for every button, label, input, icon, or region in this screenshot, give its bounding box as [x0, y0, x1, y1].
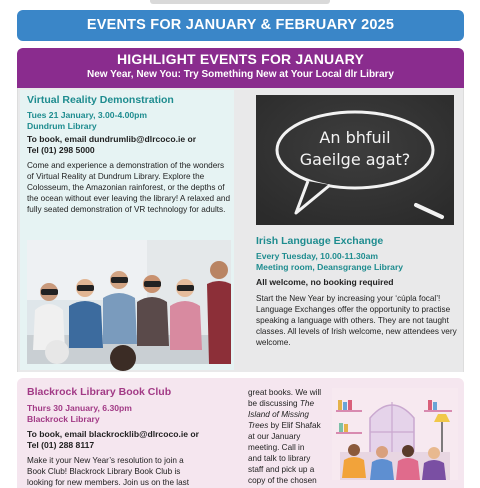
bookclub-booking-email: To book, email blackrocklib@dlrcoco.ie or — [27, 429, 200, 439]
irish-event-schedule: Every Tuesday, 10.00-11.30am — [256, 251, 378, 261]
irish-event-title: Irish Language Exchange — [256, 235, 384, 247]
vr-event-date: Tues 21 January, 3.00-4.00pm — [27, 110, 148, 120]
bookclub-col2-line: copy of the chosen — [248, 476, 317, 485]
chalkboard-image — [256, 95, 454, 225]
vr-event-title: Virtual Reality Demonstration — [27, 94, 174, 106]
bookclub-location: Blackrock Library — [27, 414, 100, 424]
highlight-title: HIGHLIGHT EVENTS FOR JANUARY — [117, 51, 364, 67]
bookclub-col2-line: at our January — [248, 432, 301, 441]
vr-event-location: Dundrum Library — [27, 121, 97, 131]
book-title-part: Island of Missing — [248, 410, 309, 419]
bookclub-col2-text: be discussing — [248, 399, 298, 408]
bookclub-meta — [27, 403, 132, 425]
bookclub-col2-line: meeting. Call in — [248, 443, 305, 452]
events-banner: EVENTS FOR JANUARY & FEBRUARY 2025 — [17, 10, 464, 41]
bookclub-col2-line — [248, 398, 328, 409]
bubble-text-line2: Gaeilge agat? — [299, 150, 411, 169]
bookclub-date: Thurs 30 January, 6.30pm — [27, 403, 132, 413]
bookclub-col2-line — [248, 420, 328, 431]
bookclub-description — [27, 455, 232, 488]
vr-booking-email: To book, email dundrumlib@dlrcoco.ie or — [27, 134, 197, 144]
vr-booking-phone: Tel (01) 298 5000 — [27, 145, 95, 155]
bookclub-col2-line: great books. We will — [248, 388, 322, 397]
vr-event-meta — [27, 110, 147, 132]
bookclub-booking-phone: Tel (01) 288 8117 — [27, 440, 95, 450]
bookclub-title: Blackrock Library Book Club — [27, 386, 172, 398]
library-scene-illustration — [332, 388, 458, 480]
top-divider — [150, 0, 330, 4]
book-title-part: The — [299, 399, 314, 408]
bookclub-desc-line: looking for new members. Join us on the last — [27, 478, 190, 487]
highlight-header — [17, 48, 464, 88]
highlight-subtitle: New Year, New You: Try Something New at Your Local dlr Library — [87, 69, 394, 80]
irish-welcome-note: All welcome, no booking required — [256, 277, 394, 287]
bookclub-illustration — [332, 388, 458, 480]
bookclub-col2-author: by Elif Shafak — [268, 421, 321, 430]
book-title-part: Trees — [248, 421, 269, 430]
irish-event-location: Meeting room, Deansgrange Library — [256, 262, 404, 272]
bookclub-desc-line: Book Club! Blackrock Library Book Club is — [27, 467, 181, 476]
bookclub-description-col2 — [248, 387, 328, 486]
vr-booking-info — [27, 134, 232, 156]
vr-photo — [27, 240, 231, 364]
speech-bubble-illustration — [256, 95, 454, 225]
bubble-text-line1: An bhfuil — [319, 128, 391, 147]
irish-event-meta — [256, 251, 403, 273]
vr-event-description: Come and experience a demonstration of the wonders of Virtual Reality at Dundrum Library. Explore the Colosseum, the Amazonian rainforest, or the depths of the ocean without ever leaving the library! A relaxed and fully seated demonstration of VR technology for adults. — [27, 161, 230, 214]
bookclub-booking-info — [27, 429, 237, 451]
bookclub-col2-line — [248, 409, 328, 420]
bookclub-col2-line: and talk to library — [248, 454, 311, 463]
irish-event-description: Start the New Year by increasing your ‘cúpla focal’! Language Exchanges offer the opportunity to practise speaking a language with others. They are not taught classes. All levels of Irish welcome, new attendees very welcome. — [256, 294, 457, 347]
bookclub-desc-line: Make it your New Year’s resolution to join a — [27, 456, 184, 465]
bookclub-col2-line: staff and pick up a — [248, 465, 315, 474]
vr-photo-illustration — [27, 240, 231, 364]
